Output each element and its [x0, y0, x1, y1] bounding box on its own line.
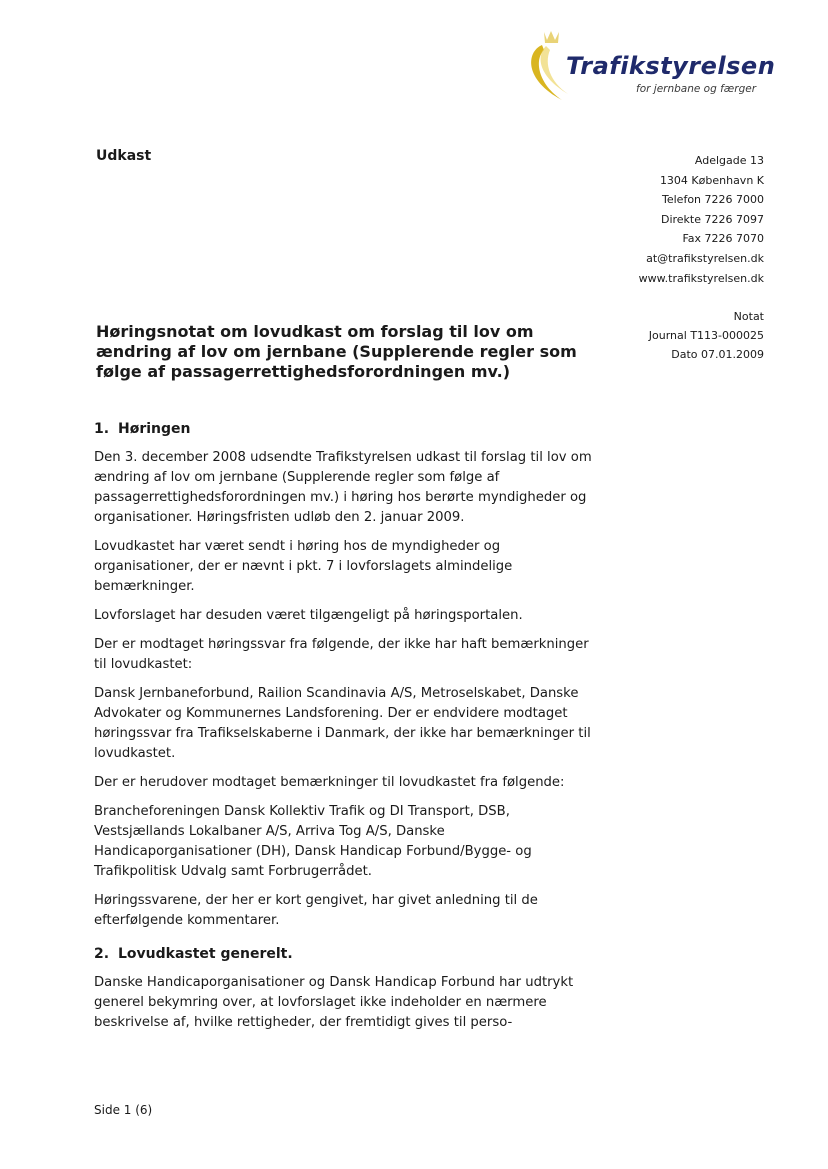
logo-tagline: for jernbane og færger	[636, 83, 757, 95]
contact-web: www.trafikstyrelsen.dk	[638, 271, 764, 285]
section-number-2: 2.	[94, 946, 110, 962]
contact-email: at@trafikstyrelsen.dk	[646, 251, 764, 265]
document-body	[94, 418, 594, 1042]
paragraph: Der er herudover modtaget bemærkninger til lovudkastet fra følgende:	[94, 775, 565, 790]
document-title: Høringsnotat om lovudkast om forslag til lov om ændring af lov om jernbane (Supplerende regler som følge af passagerrettighedsforordningen mv.)	[96, 322, 577, 381]
document-date: Dato 07.01.2009	[671, 348, 764, 361]
contact-block	[564, 151, 764, 288]
draft-label: Udkast	[96, 148, 152, 164]
section-title-1: Høringen	[118, 421, 191, 437]
contact-direct: Direkte 7226 7097	[660, 212, 764, 226]
logo	[522, 28, 776, 108]
section-number-1: 1.	[94, 421, 110, 437]
paragraph: Den 3. december 2008 udsendte Trafikstyrelsen udkast til forslag til lov om ændring af lov om jernbane (Supplerende regler som følge af passagerrettighedsforordningen mv.) i høring hos berørte myndigheder og organisationer. Høringsfristen udløb den 2. januar 2009.	[94, 450, 592, 525]
section-heading-1	[94, 418, 594, 440]
paragraph: Lovforslaget har desuden været tilgængeligt på høringsportalen.	[94, 608, 523, 623]
paragraph: Brancheforeningen Dansk Kollektiv Trafik og DI Transport, DSB, Vestsjællands Lokalbaner A/S, Arriva Tog A/S, Danske Handicaporganisationer (DH), Dansk Handicap Forbund/Bygge- og Trafikpolitisk Udvalg samt Forbrugerrådet.	[94, 804, 532, 879]
section-title-2: Lovudkastet generelt.	[118, 946, 293, 962]
paragraph: Dansk Jernbaneforbund, Railion Scandinavia A/S, Metroselskabet, Danske Advokater og Kommunernes Landsforening. Der er endvidere modtaget høringssvar fra Trafikselskaberne i Danmark, der ikke har bemærkninger til lovudkastet.	[94, 686, 591, 761]
doc-type: Notat	[733, 310, 764, 323]
paragraph: Der er modtaget høringssvar fra følgende, der ikke har haft bemærkninger til lovudkastet:	[94, 637, 589, 672]
paragraph: Danske Handicaporganisationer og Dansk Handicap Forbund har udtrykt generel bekymring over, at lovforslaget ikke indeholder en nærmere beskrivelse af, hvilke rettigheder, der fremtidigt gives til perso-	[94, 975, 574, 1030]
contact-phone: Telefon 7226 7000	[662, 193, 764, 207]
contact-city: 1304 København K	[659, 173, 764, 187]
section-heading-2	[94, 943, 594, 965]
paragraph: Lovudkastet har været sendt i høring hos de myndigheder og organisationer, der er nævnt i pkt. 7 i lovforslagets almindelige bemærkninger.	[94, 539, 513, 594]
logo-wordmark: Trafikstyrelsen	[566, 52, 776, 80]
contact-fax: Fax 7226 7070	[682, 232, 764, 246]
contact-street: Adelgade 13	[694, 154, 764, 167]
journal-number: Journal T113-000025	[648, 329, 764, 342]
page-number: Side 1 (6)	[94, 1103, 153, 1117]
paragraph: Høringssvarene, der her er kort gengivet, har givet anledning til de efterfølgende kommentarer.	[94, 893, 538, 928]
